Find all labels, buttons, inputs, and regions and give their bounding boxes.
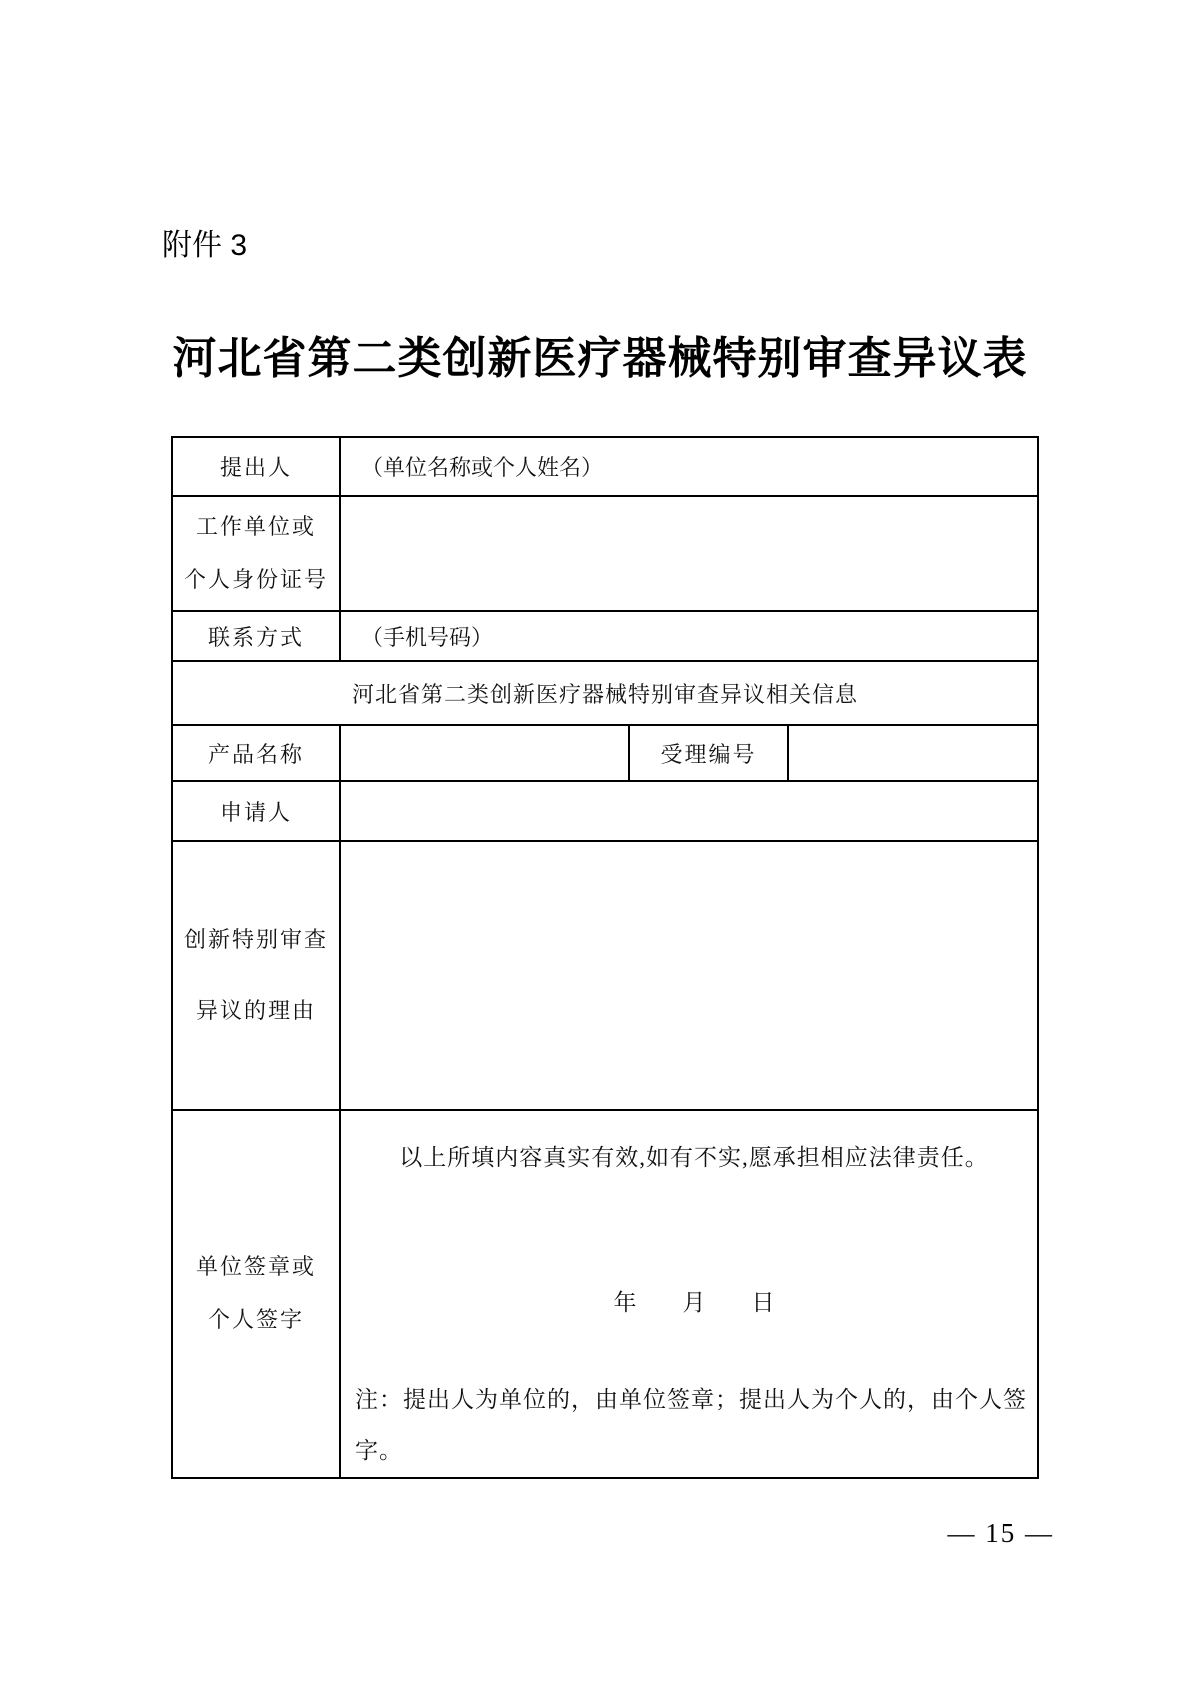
applicant-value-cell: [340, 781, 1038, 841]
identity-label-line1: 工作单位或: [195, 513, 316, 539]
acceptance-number-value-cell: [788, 725, 1038, 781]
reason-label-line1: 创新特别审查: [183, 927, 328, 953]
signature-label: [172, 1110, 340, 1478]
contact-value-cell: （手机号码）: [340, 611, 1038, 661]
signature-content-cell: [340, 1110, 1038, 1478]
page-title: 河北省第二类创新医疗器械特别审查异议表: [172, 334, 1028, 383]
proposer-row: [172, 437, 1038, 496]
reason-value-cell: [340, 841, 1038, 1110]
identity-value-cell: [340, 496, 1038, 611]
product-name-value-cell: [340, 725, 629, 781]
reason-row: [172, 841, 1038, 1110]
contact-row: [172, 611, 1038, 661]
identity-row: [172, 496, 1038, 611]
note-text: 注：提出人为单位的，由单位签章；提出人为个人的，由个人签字。: [355, 1387, 1027, 1463]
applicant-label: 申请人: [172, 781, 340, 841]
signature-label-line2: 个人签字: [207, 1307, 304, 1332]
signature-label-line1: 单位签章或: [195, 1254, 316, 1280]
identity-label: [172, 496, 340, 611]
applicant-row: [172, 781, 1038, 841]
section-header-row: [172, 661, 1038, 725]
product-row: [172, 725, 1038, 781]
declaration-text: 以上所填内容真实有效,如有不实,愿承担相应法律责任。: [399, 1145, 989, 1171]
date-line: 年 月 日: [613, 1290, 775, 1316]
proposer-value-cell: （单位名称或个人姓名）: [340, 437, 1038, 496]
proposer-label: 提出人: [172, 437, 340, 496]
contact-label: 联系方式: [172, 611, 340, 661]
section-header: 河北省第二类创新医疗器械特别审查异议相关信息: [172, 661, 1038, 725]
identity-label-line2: 个人身份证号: [183, 566, 328, 592]
reason-label-line2: 异议的理由: [195, 997, 316, 1023]
product-name-label: 产品名称: [172, 725, 340, 781]
page-number: — 15 —: [947, 1518, 1054, 1548]
signature-row: [172, 1110, 1038, 1478]
reason-label: [172, 841, 340, 1110]
objection-form-table: [171, 436, 1039, 1479]
attachment-label: 附件 3: [162, 229, 248, 262]
acceptance-number-label: 受理编号: [629, 725, 788, 781]
